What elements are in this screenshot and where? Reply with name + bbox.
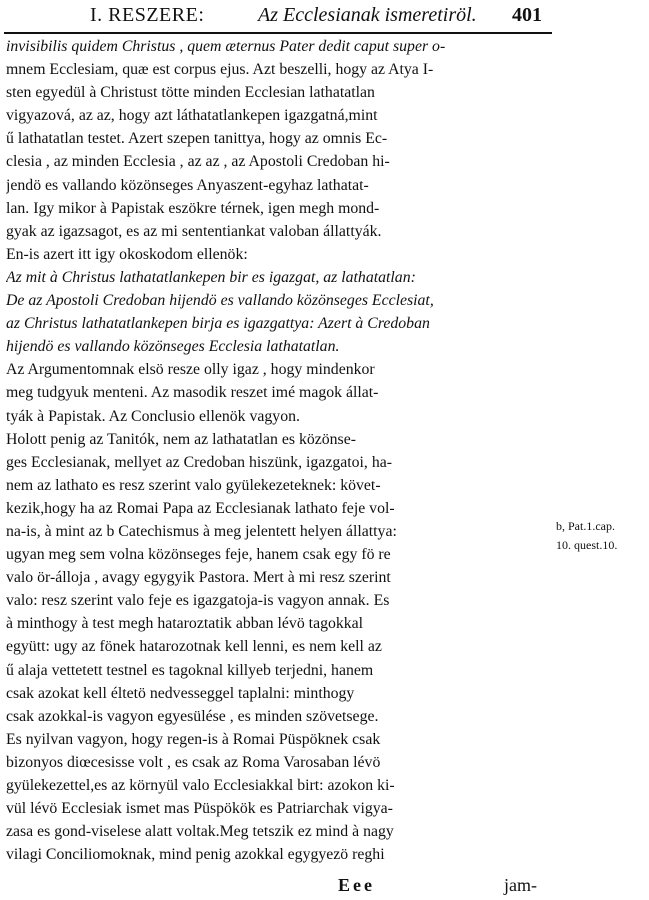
text-line: Holott penig az Tanitók, nem az lathatatlan es közönse-: [6, 430, 356, 448]
header-rule: [4, 32, 552, 34]
text-line: Az Argumentomnak elsö resze olly igaz , hogy mindenkor: [6, 361, 375, 379]
margin-note-line: 10. quest.10.: [556, 538, 618, 552]
running-header: [10, 2, 550, 28]
page-number: 401: [512, 4, 542, 26]
text-line: à minthogy à test megh hataroztatik abban lévö tagokkal: [6, 615, 364, 633]
text-line: tyák à Papistak. Az Conclusio ellenök vagyon.: [6, 407, 300, 425]
text-line: sten egyedül à Christust tötte minden Ecclesian lathatatlan: [6, 84, 375, 102]
text-line: ges Ecclesianak, mellyet az Credoban hiszünk, igazgatoi, ha-: [6, 453, 392, 471]
text-line: gyülekezettel,es az környül valo Ecclesiakkal birt: azokon ki-: [6, 777, 395, 794]
text-line: bizonyos diœcesisse volt , es csak az Roma Varosaban lévö: [6, 753, 381, 771]
text-line: nem az lathato es resz szerint valo gyülekezeteknek: követ-: [6, 476, 381, 494]
text-line: jendö es vallando közönseges Anyaszent-egyhaz lathatat-: [6, 176, 369, 194]
text-line: ű lathatatlan testet. Azert szepen tanittya, hogy az omnis Ec-: [6, 130, 388, 148]
text-line: csak azokkal-is vagyon egyesülése , es minden szövetsege.: [6, 707, 379, 725]
text-line: ű alaja vettetett testnel es tagoknal killyeb terjedni, hanem: [6, 661, 374, 679]
text-line: Es nyilvan vagyon, hogy regen-is à Romai Püspöknek csak: [6, 730, 381, 748]
text-line: ugyan meg sem volna közönseges feje, hanem csak egy fö re: [6, 546, 391, 564]
signature-mark: Eee: [338, 875, 375, 895]
text-line: En-is azert itt igy okoskodom ellenök:: [6, 245, 248, 263]
text-line: vilagi Conciliomoknak, mind penig azokkal egygyezö reghi: [6, 846, 385, 864]
text-line: hijendö es vallando közönseges Ecclesia lathatatlan.: [6, 338, 340, 356]
text-line: valo ör-álloja , avagy egygyik Pastora. Mert à mi resz szerint: [6, 569, 391, 587]
text-line: mnem Ecclesiam, quæ est corpus ejus. Azt beszelli, hogy az Atya I-: [6, 61, 434, 79]
chapter-heading: I. RESZERE:: [90, 4, 205, 26]
text-line: clesia , az minden Ecclesia , az az , az Apostoli Credoban hi-: [6, 153, 390, 171]
text-line: Az mit à Christus lathatatlankepen bir es igazgat, az lathatatlan:: [6, 268, 416, 286]
text-line: valo: resz szerint valo feje es igazgatoja-is vagyon annak. Es: [6, 592, 390, 610]
text-line: csak azokat kell éltetö nedvesseggel taplalni: minthogy: [6, 684, 355, 702]
catchword: jam-: [504, 875, 537, 895]
text-line: kezik,hogy ha az Romai Papa az Ecclesianak lathato feje vol-: [6, 499, 395, 517]
text-line: meg tudgyuk menteni. Az masodik reszet imé magok állat-: [6, 384, 379, 402]
text-line: zasa es gond-viselese alatt voltak.Meg tetszik ez mind à nagy: [6, 823, 394, 841]
margin-note-line: b, Pat.1.cap.: [556, 519, 615, 533]
text-line: az Christus lathatatlankepen birja es igazgattya: Azert à Credoban: [6, 315, 430, 333]
text-line: invisibilis quidem Christus , quem æternus Pater dedit caput super o-: [6, 38, 446, 55]
text-line: na-is, à mint az b Catechismus à meg jelentett helyen állattya:: [6, 522, 397, 540]
text-line: együtt: ugy az fönek hatarozotnak kell lenni, es nem kell az: [6, 638, 382, 656]
body-text: [6, 35, 550, 866]
text-line: gyak az igazsagot, es az mi sententiankat valoban állattyák.: [6, 222, 382, 240]
text-line: vigyazová, az az, hogy azt láthatatlankepen igazgatná,mint: [6, 107, 378, 125]
margin-note: [556, 517, 646, 555]
page-footer: [0, 873, 649, 897]
running-title: Az Ecclesianak ismeretiröl.: [258, 4, 477, 26]
text-line: De az Apostoli Credoban hijendö es vallando közönseges Ecclesiat,: [6, 292, 434, 310]
text-line: vül lévö Ecclesiak ismet mas Püspökök es Patriarchak vigya-: [6, 800, 393, 818]
text-line: lan. Igy mikor à Papistak eszökre térnek, igen megh mond-: [6, 199, 380, 217]
